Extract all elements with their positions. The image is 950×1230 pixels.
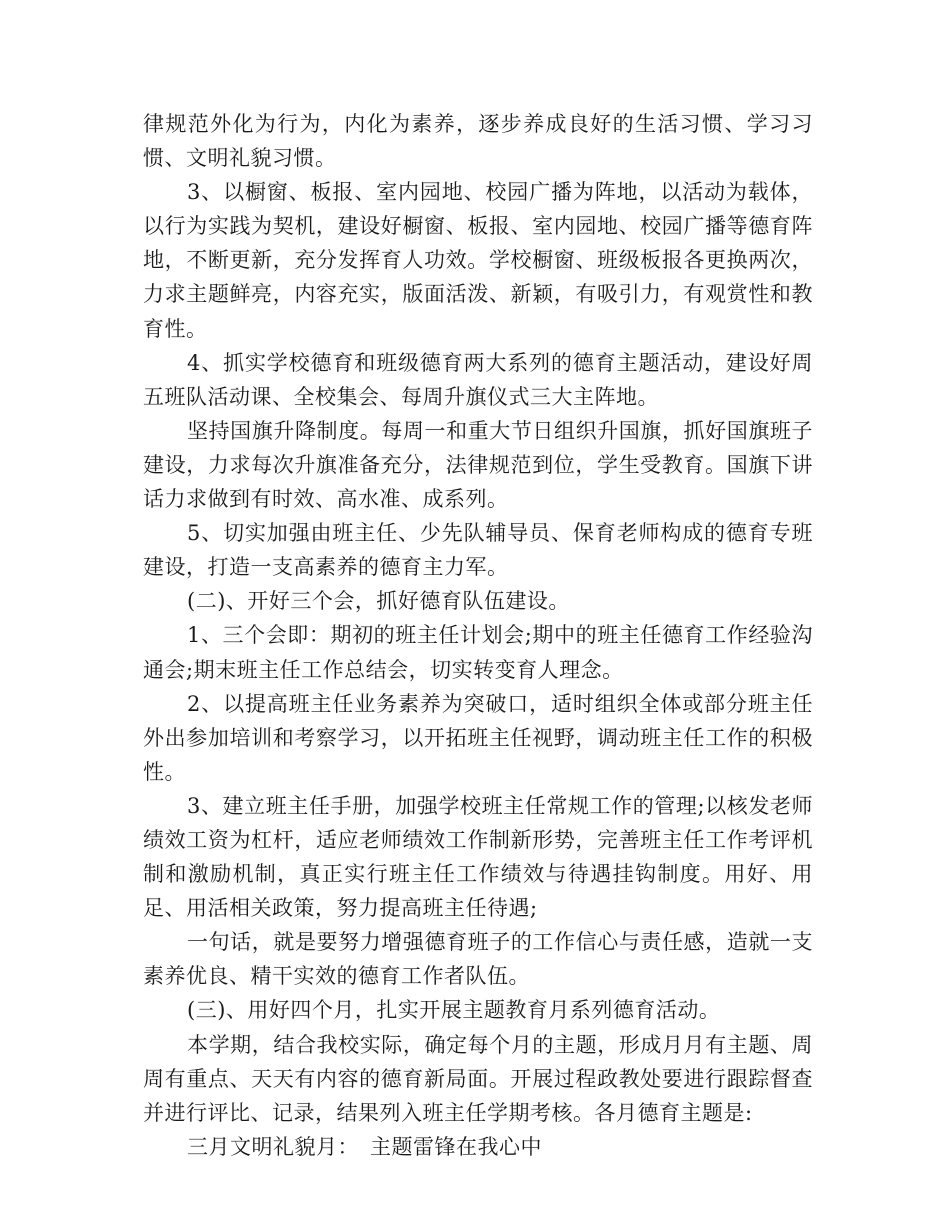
paragraph-item-3-handbook: 3、建立班主任手册，加强学校班主任常规工作的管理;以核发老师绩效工资为杠杆，适应老师绩效工作制新形势，完善班主任工作考评机制和激励机制，真正实行班主任工作绩效与待遇挂钩制度。用好、用足、用活相关政策，努力提高班主任待遇;: [143, 793, 813, 921]
paragraph-summary: 一句话，就是要努力增强德育班子的工作信心与责任感，造就一支素养优良、精干实效的德育工作者队伍。: [143, 930, 813, 989]
paragraph-semester-themes: 本学期，结合我校实际，确定每个月的主题，形成月月有主题、周周有重点、天天有内容的德育新局面。开展过程政教处要进行跟踪督查并进行评比、记录，结果列入班主任学期考核。各月德育主题是:: [143, 1032, 813, 1125]
paragraph-item-3-display-windows: 3、以橱窗、板报、室内园地、校园广播为阵地，以活动为载体，以行为实践为契机，建设好橱窗、板报、室内园地、校园广播等德育阵地，不断更新，充分发挥育人功效。学校橱窗、班级板报各更换两次，力求主题鲜亮，内容充实，版面活泼、新颖，有吸引力，有观赏性和教育性。: [143, 180, 813, 341]
paragraph-item-4-theme-activities: 4、抓实学校德育和班级德育两大系列的德育主题活动，建设好周五班队活动课、全校集会、每周升旗仪式三大主阵地。: [143, 350, 813, 409]
section-heading-three: (三)、用好四个月，扎实开展主题教育月系列德育活动。: [187, 998, 721, 1023]
paragraph-item-2-training: 2、以提高班主任业务素养为突破口，适时组织全体或部分班主任外出参加培训和考察学习，以开拓班主任视野，调动班主任工作的积极性。: [143, 691, 813, 784]
paragraph-item-5-moral-team: 5、切实加强由班主任、少先队辅导员、保育老师构成的德育专班建设，打造一支高素养的德育主力军。: [143, 521, 813, 580]
section-heading-two: (二)、开好三个会，抓好德育队伍建设。: [187, 589, 570, 614]
document-body: [143, 107, 813, 1164]
paragraph-march-theme: 三月文明礼貌月： 主题雷锋在我心中: [187, 1134, 542, 1159]
paragraph-habits: 律规范外化为行为，内化为素养，逐步养成良好的生活习惯、学习习惯、文明礼貌习惯。: [143, 112, 813, 171]
paragraph-item-1-three-meetings: 1、三个会即：期初的班主任计划会;期中的班主任德育工作经验沟通会;期末班主任工作总结会，切实转变育人理念。: [143, 623, 813, 682]
paragraph-flag-raising: 坚持国旗升降制度。每周一和重大节日组织升国旗，抓好国旗班子建设，力求每次升旗准备充分，法律规范到位，学生受教育。国旗下讲话力求做到有时效、高水准、成系列。: [143, 418, 813, 512]
